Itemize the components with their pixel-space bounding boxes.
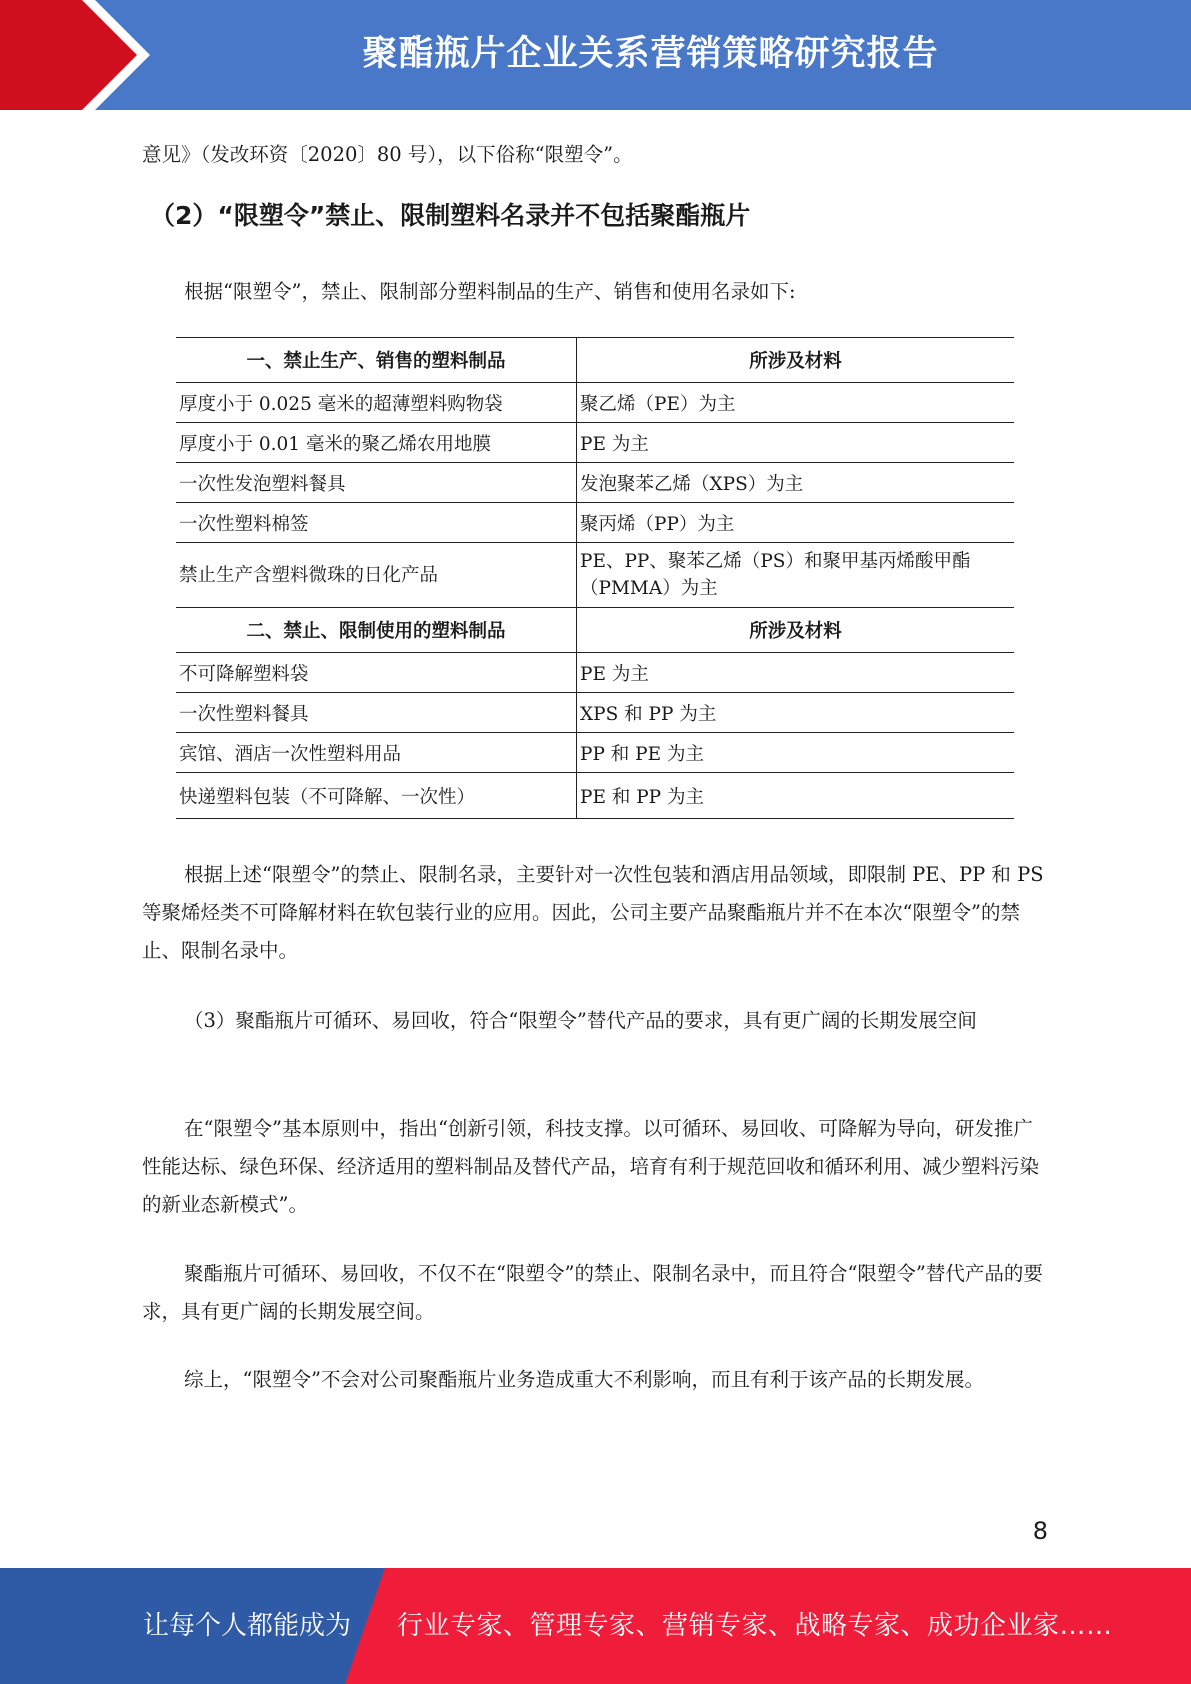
- table-cell: 一次性塑料餐具: [176, 693, 577, 733]
- table-cell: XPS 和 PP 为主: [577, 693, 1015, 733]
- table-row: [176, 543, 1014, 608]
- table-header-cell: 一、禁止生产、销售的塑料制品: [176, 338, 577, 383]
- section-heading: （2）“限塑令”禁止、限制塑料名录并不包括聚酯瓶片: [150, 201, 751, 230]
- table-header-cell: 所涉及材料: [577, 608, 1015, 653]
- table-cell: PE 为主: [577, 653, 1015, 693]
- after-table-paragraph: 根据上述“限塑令”的禁止、限制名录，主要针对一次性包装和酒店用品领域，即限制 PE、PP 和 PS 等聚烯烃类不可降解材料在软包装行业的应用。因此，公司主要产品聚酯瓶片并不在本次“限塑令”的禁止、限制名录中。: [142, 863, 1044, 962]
- table-row: [176, 733, 1014, 773]
- table-cell: PE 为主: [577, 423, 1015, 463]
- table-cell: 发泡聚苯乙烯（XPS）为主: [577, 463, 1015, 503]
- table-row: [176, 693, 1014, 733]
- table-cell: 聚丙烯（PP）为主: [577, 503, 1015, 543]
- table-cell: 一次性发泡塑料餐具: [176, 463, 577, 503]
- table-cell: PE 和 PP 为主: [577, 773, 1015, 819]
- table-header-cell: 所涉及材料: [577, 338, 1015, 383]
- table-row: [176, 653, 1014, 693]
- page-number: 8: [1032, 1517, 1048, 1545]
- table-cell: 禁止生产含塑料微珠的日化产品: [176, 543, 577, 608]
- table-cell: 不可降解塑料袋: [176, 653, 577, 693]
- principle-paragraph: 在“限塑令”基本原则中，指出“创新引领，科技支撑。以可循环、易回收、可降解为导向，研发推广性能达标、绿色环保、经济适用的塑料制品及替代产品，培育有利于规范回收和循环利用、减少塑料污染的新业态新模式”。: [142, 1117, 1040, 1216]
- table-header-row: [176, 338, 1014, 383]
- table-row: [176, 383, 1014, 423]
- table-cell: 快递塑料包装（不可降解、一次性）: [176, 773, 577, 819]
- table-row: [176, 423, 1014, 463]
- report-title: 聚酯瓶片企业关系营销策略研究报告: [362, 34, 939, 74]
- recyclable-paragraph: 聚酯瓶片可循环、易回收，不仅不在“限塑令”的禁止、限制名录中，而且符合“限塑令”替代产品的要求，具有更广阔的长期发展空间。: [142, 1262, 1043, 1323]
- table-header-cell: 二、禁止、限制使用的塑料制品: [176, 608, 577, 653]
- table-row: [176, 503, 1014, 543]
- footer-slogan-left: 让每个人都能成为: [143, 1611, 352, 1641]
- report-footer: [0, 1568, 1191, 1684]
- intro-tail-text: 意见》（发改环资〔2020〕80 号），以下俗称“限塑令”。: [142, 143, 633, 166]
- table-row: [176, 463, 1014, 503]
- table-cell: PE、PP、聚苯乙烯（PS）和聚甲基丙烯酸甲酯（PMMA）为主: [577, 543, 1015, 608]
- table-cell: 厚度小于 0.01 毫米的聚乙烯农用地膜: [176, 423, 577, 463]
- table-cell: PP 和 PE 为主: [577, 733, 1015, 773]
- report-header: [0, 0, 1191, 110]
- table-row: [176, 773, 1014, 819]
- table-intro-text: 根据“限塑令”，禁止、限制部分塑料制品的生产、销售和使用名录如下:: [184, 280, 796, 303]
- point-3-paragraph: （3）聚酯瓶片可循环、易回收，符合“限塑令”替代产品的要求，具有更广阔的长期发展空间: [184, 1009, 977, 1032]
- table-header-row: [176, 608, 1014, 653]
- table-cell: 一次性塑料棉签: [176, 503, 577, 543]
- table-cell: 聚乙烯（PE）为主: [577, 383, 1015, 423]
- plastic-restriction-table: [176, 337, 1014, 819]
- table-cell: 宾馆、酒店一次性塑料用品: [176, 733, 577, 773]
- footer-slogan-right: 行业专家、管理专家、营销专家、战略专家、成功企业家……: [397, 1611, 1113, 1641]
- conclusion-paragraph: 综上，“限塑令”不会对公司聚酯瓶片业务造成重大不利影响，而且有利于该产品的长期发展。: [184, 1368, 984, 1391]
- table-cell: 厚度小于 0.025 毫米的超薄塑料购物袋: [176, 383, 577, 423]
